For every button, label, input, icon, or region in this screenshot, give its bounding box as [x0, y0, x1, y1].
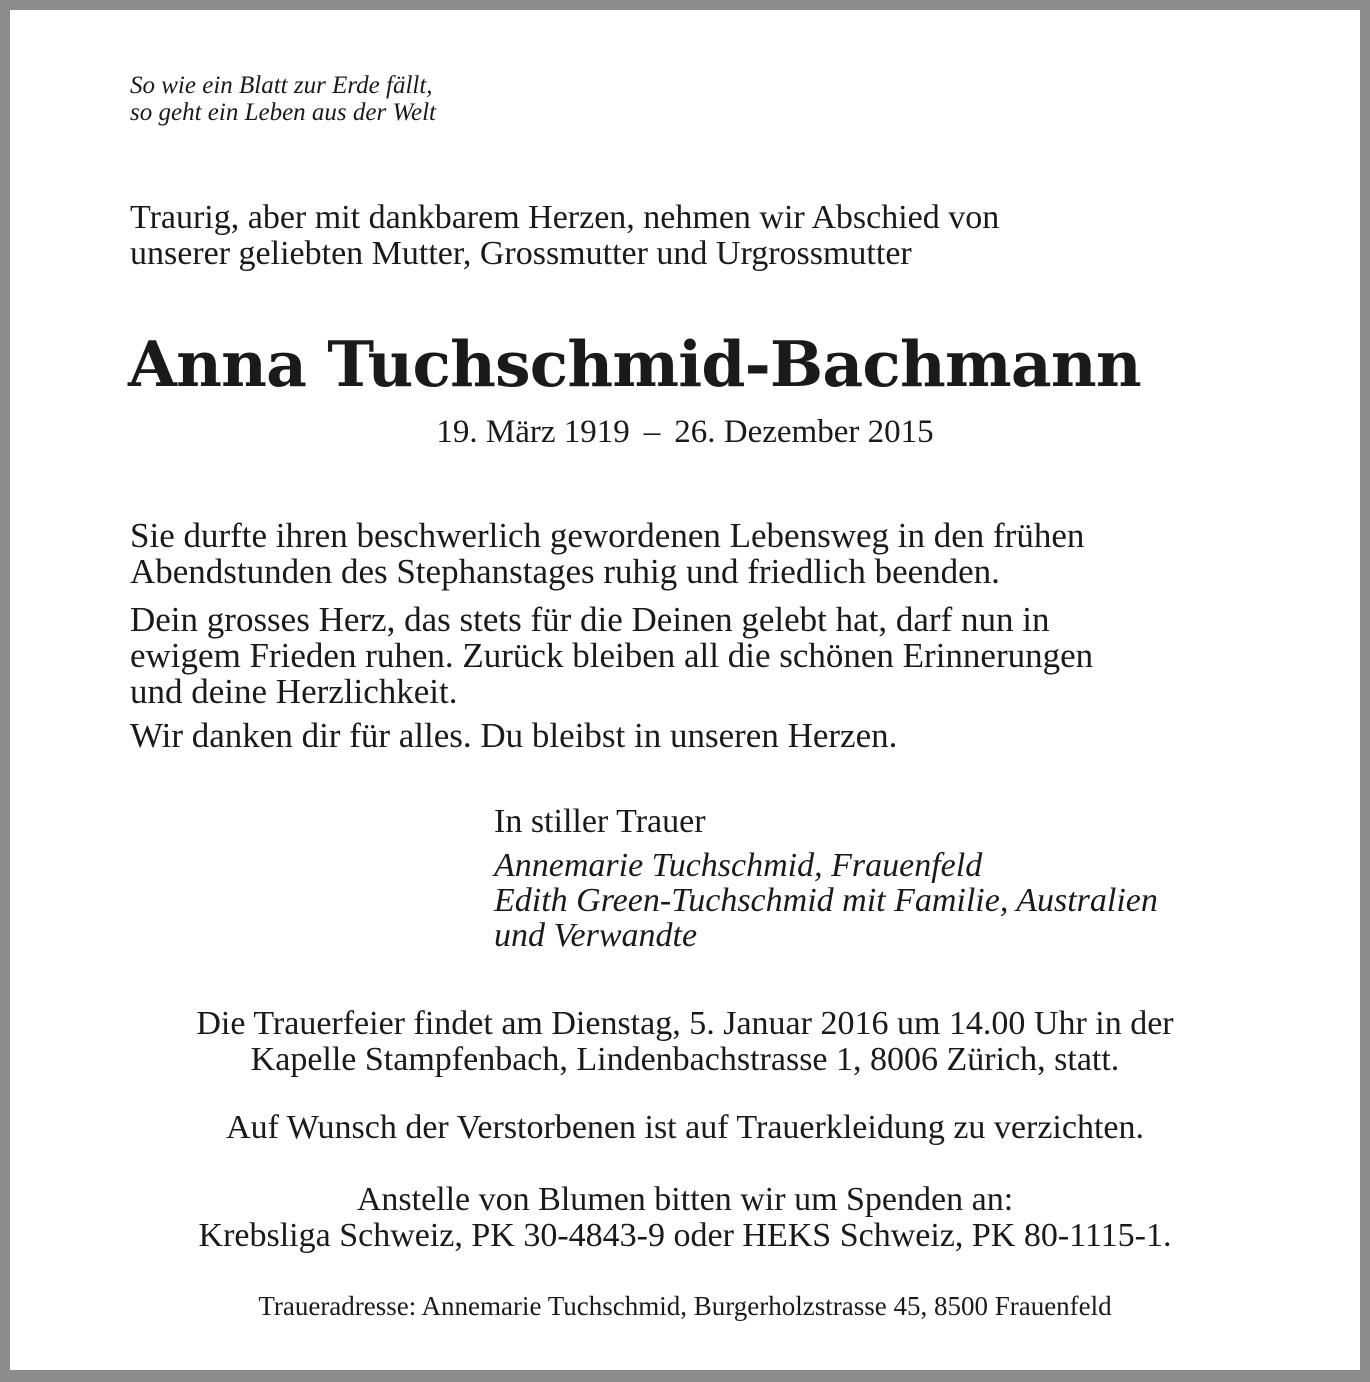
obituary-notice [10, 10, 1360, 1370]
motto-line: So wie ein Blatt zur Erde fällt, [130, 72, 433, 99]
body-line: Abendstunden des Stephanstages ruhig und friedlich beenden. [130, 552, 1000, 591]
service-line: Die Trauerfeier findet am Dienstag, 5. Januar 2016 um 14.00 Uhr in der [196, 1005, 1174, 1042]
body-paragraph [130, 602, 1093, 710]
body-paragraph [130, 718, 897, 754]
mourner-line: Annemarie Tuchschmid, Frauenfeld [494, 847, 983, 884]
body-paragraph [130, 518, 1084, 590]
intro-line: Traurig, aber mit dankbarem Herzen, nehmen wir Abschied von [130, 199, 1000, 236]
body-line: Dein grosses Herz, das stets für die Deinen gelebt hat, darf nun in [130, 600, 1050, 639]
service-info [10, 1006, 1360, 1078]
dress-request [10, 1110, 1360, 1146]
body-line: Wir danken dir für alles. Du bleibst in unseren Herzen. [130, 716, 898, 755]
birth-date: 19. März 1919 [436, 414, 630, 450]
request-line: Auf Wunsch der Verstorbenen ist auf Trauerkleidung zu verzichten. [226, 1109, 1144, 1146]
motto-line: so geht ein Leben aus der Welt [130, 99, 436, 126]
body-line: Sie durfte ihren beschwerlich gewordenen Lebensweg in den frühen [130, 516, 1085, 555]
donation-info [10, 1182, 1360, 1254]
mourners-list [494, 848, 1158, 953]
service-line: Kapelle Stampfenbach, Lindenbachstrasse 1, 8006 Zürich, statt. [250, 1041, 1120, 1078]
mourning-heading: In stiller Trauer [494, 803, 706, 840]
body-line: ewigem Frieden ruhen. Zurück bleiben all die schönen Erinnerungen [130, 636, 1094, 675]
date-separator: – [643, 414, 661, 450]
intro-line: unserer geliebten Mutter, Grossmutter und Urgrossmutter [130, 235, 912, 272]
deceased-name: Anna Tuchschmid-Bachmann [128, 327, 1141, 401]
mourner-line: und Verwandte [494, 917, 698, 954]
death-date: 26. Dezember 2015 [674, 414, 934, 450]
body-line: und deine Herzlichkeit. [130, 672, 458, 711]
intro-text [130, 200, 999, 272]
donation-line: Anstelle von Blumen bitten wir um Spenden an: [356, 1181, 1014, 1218]
mourning-address: Traueradresse: Annemarie Tuchschmid, Burgerholzstrasse 45, 8500 Frauenfeld [258, 1291, 1112, 1321]
life-dates [10, 412, 1360, 452]
motto-verse [130, 72, 436, 126]
mourner-line: Edith Green-Tuchschmid mit Familie, Australien [494, 882, 1158, 919]
donation-line: Krebsliga Schweiz, PK 30-4843-9 oder HEKS Schweiz, PK 80-1115-1. [198, 1217, 1172, 1254]
